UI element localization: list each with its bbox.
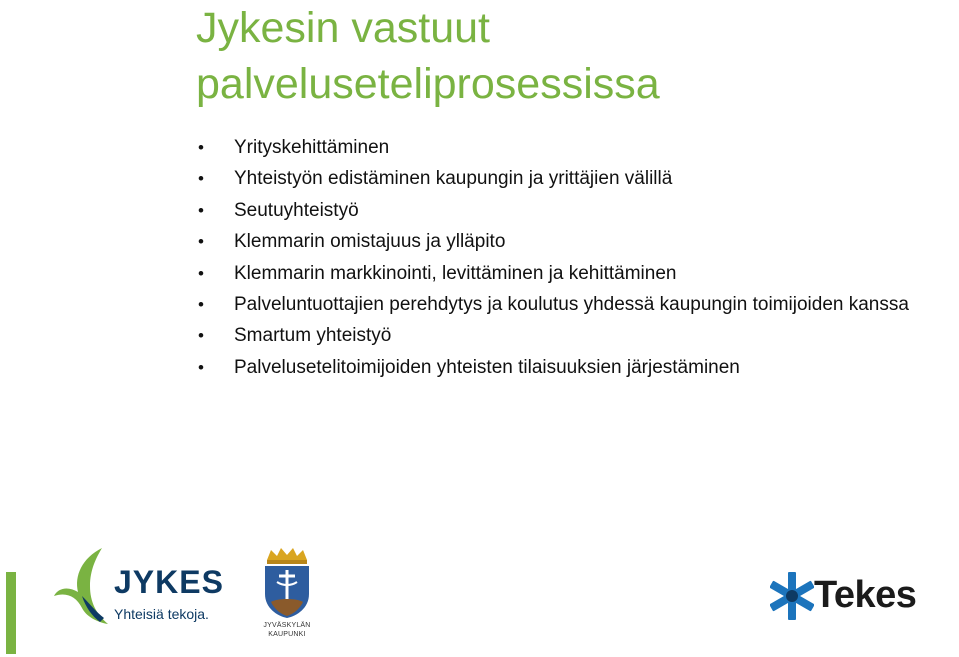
jykes-wordmark: JYKES xyxy=(114,564,224,600)
bullet-item xyxy=(196,292,936,318)
green-accent-bar xyxy=(6,572,16,654)
slide-title-line-2: palveluseteliprosessissa xyxy=(196,60,660,108)
bullet-item xyxy=(196,135,936,161)
jyvaskyla-logo xyxy=(255,546,319,646)
city-crest-icon xyxy=(255,546,319,620)
tekes-wordmark: Tekes xyxy=(814,574,917,616)
jykes-logo xyxy=(52,546,224,628)
bullet-marker: • xyxy=(198,263,204,283)
tekes-logo xyxy=(770,568,959,624)
jykes-tagline: Yhteisiä tekoja. xyxy=(114,606,209,622)
bullet-marker: • xyxy=(198,326,204,346)
slide-title xyxy=(196,0,660,112)
bullet-text: Yrityskehittäminen xyxy=(234,137,390,158)
bullet-item xyxy=(196,198,936,224)
bullet-text: Klemmarin markkinointi, levittäminen ja kehittäminen xyxy=(234,262,677,284)
bullet-marker: • xyxy=(198,169,204,189)
bullet-list xyxy=(196,135,936,386)
slide-title-line-1: Jykesin vastuut xyxy=(196,4,490,52)
jykes-swoosh-icon xyxy=(52,546,112,628)
bullet-item xyxy=(196,355,936,381)
bullet-text: Yhteistyön edistäminen kaupungin ja yrittäjien välillä xyxy=(234,168,673,190)
bullet-text: Klemmarin omistajuus ja ylläpito xyxy=(234,231,506,253)
bullet-text: Smartum yhteistyö xyxy=(234,325,392,347)
tekes-star-icon xyxy=(770,570,814,622)
city-name-line-1: JYVÄSKYLÄN xyxy=(263,622,311,629)
bullet-marker: • xyxy=(198,138,204,157)
bullet-item xyxy=(196,323,936,349)
bullet-marker: • xyxy=(198,200,204,220)
bullet-text: Seutuyhteistyö xyxy=(234,199,359,221)
bullet-item xyxy=(196,166,936,192)
bullet-item xyxy=(196,229,936,255)
bullet-text: Palveluntuottajien perehdytys ja koulutus yhdessä kaupungin toimijoiden kanssa xyxy=(234,293,909,315)
bullet-text: Palvelusetelitoimijoiden yhteisten tilaisuuksien järjestäminen xyxy=(234,356,740,378)
bullet-marker: • xyxy=(198,294,204,314)
bullet-marker: • xyxy=(198,232,204,252)
bullet-item xyxy=(196,261,936,287)
city-name-line-2: KAUPUNKI xyxy=(268,631,306,638)
bullet-marker: • xyxy=(198,357,204,377)
